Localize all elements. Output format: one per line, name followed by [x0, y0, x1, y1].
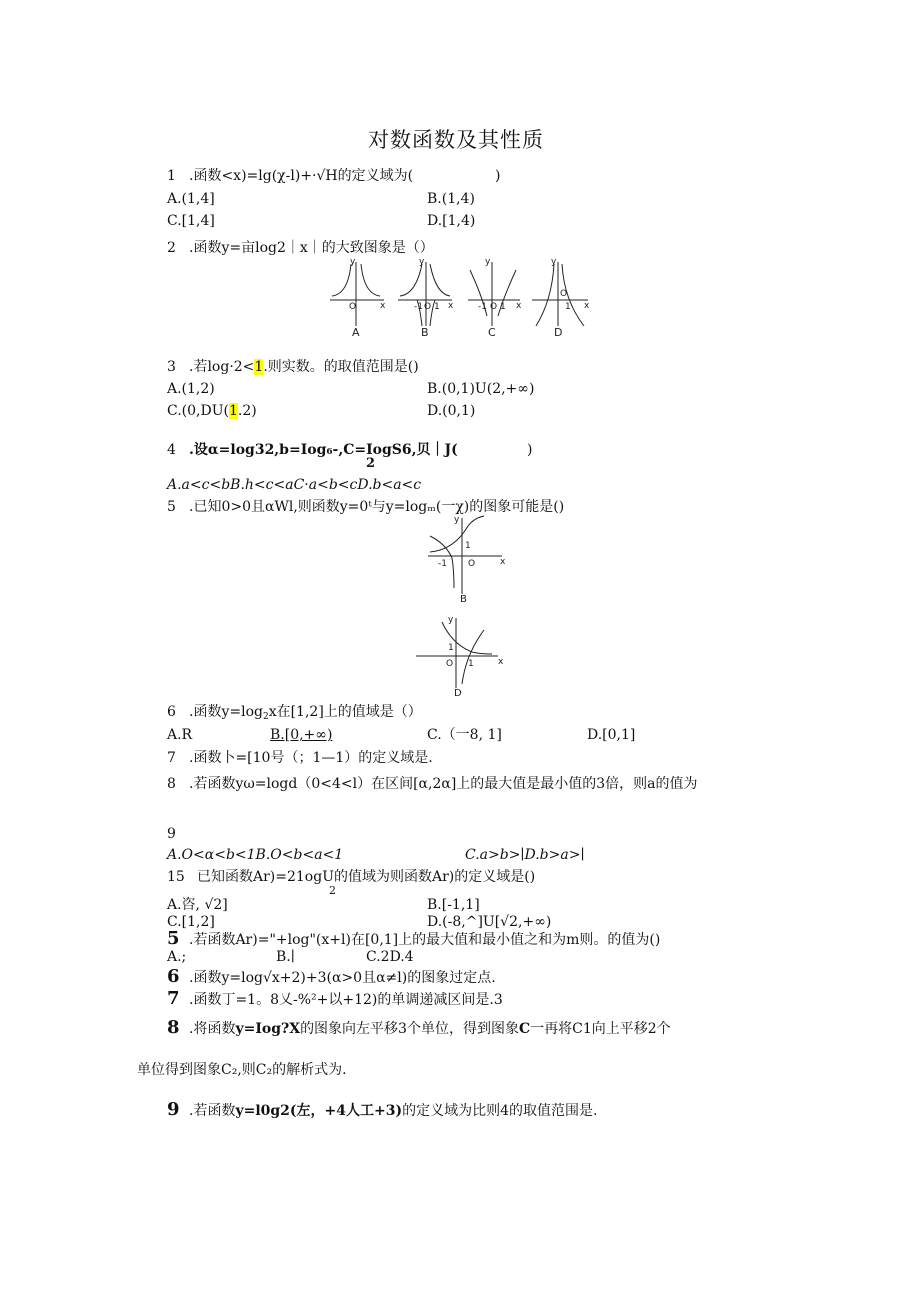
question-number: 6: [167, 966, 180, 987]
origin-label: O: [446, 659, 454, 669]
option-a: A.(1,4]: [167, 191, 215, 207]
question-text: .函数卜=[10号（；1—1）的定义域是.: [189, 750, 433, 766]
option-b: B.[0,+∞): [270, 727, 333, 743]
question-9-option-ab: A.O<α<b<1B.O<b<a<1: [167, 847, 344, 863]
origin-label: O: [560, 289, 568, 299]
highlighted-text: 1: [254, 359, 264, 375]
question-number: 5: [167, 928, 180, 949]
axis-label-y: y: [485, 257, 491, 267]
axis-label-y: y: [454, 515, 460, 525]
q5-graph-b: [424, 514, 508, 606]
graph-a: [330, 262, 384, 326]
highlighted-text: 1: [228, 403, 238, 419]
question-5b: [167, 930, 660, 949]
question-text: .若函数: [189, 1103, 236, 1119]
axis-label-x: x: [584, 301, 590, 311]
question-4-close: ): [527, 442, 533, 458]
origin-label: O: [349, 302, 357, 312]
question-8: [167, 775, 698, 793]
question-6b: [167, 968, 496, 987]
question-number: 1: [167, 168, 176, 184]
graph-b: [398, 262, 452, 326]
question-9-number: 9: [167, 826, 176, 842]
axis-label-y: y: [419, 257, 425, 267]
question-1: [167, 167, 413, 185]
graph-c: [468, 262, 520, 326]
question-text: 的定义域为比则4的取值范围是.: [402, 1103, 598, 1119]
question-text: .若函数yω=logd（0<4<l）在区间[α,2α]上的最大值是最小值的3倍，则a的值为: [189, 776, 698, 792]
axis-label-x: x: [498, 657, 504, 667]
tick-label: 1: [468, 659, 474, 669]
graph-label-a: A: [352, 326, 360, 339]
question-text: .若函数Ar)="+log"(x+l)在[0,1]上的最大值和最小值之和为m则。的值为(): [189, 932, 661, 948]
question-text: .将函数: [189, 1021, 236, 1037]
question-text: .函数丁=1。8乂-%²+以+12)的单调递减区间是.3: [189, 992, 503, 1008]
origin-label: O: [490, 302, 498, 312]
question-7b: [167, 990, 503, 1009]
question-number: 6: [167, 704, 176, 720]
fraction-denominator: 2: [329, 884, 336, 897]
question-number: 4: [167, 442, 176, 458]
question-text: x在[1,2]上的值域是（）: [268, 704, 422, 720]
question-number: 8: [167, 1017, 180, 1038]
question-text: .函数y=亩log2｜x｜的大致图象是（）: [189, 240, 434, 256]
question-text: .则实数。的取值范围是(): [263, 359, 419, 375]
question-number: 2: [167, 240, 176, 256]
question-number: 5: [167, 499, 176, 515]
question-4: [167, 441, 458, 459]
question-4-options: A.a<c<bB.h<c<aC·a<b<cD.b<a<c: [167, 477, 422, 493]
question-2: [167, 239, 434, 257]
option-a: A.R: [167, 727, 193, 743]
graph-label-d: D: [554, 326, 563, 339]
subscript: 2: [262, 712, 269, 722]
q5-graph-d: [412, 614, 506, 700]
axis-label-x: x: [500, 557, 506, 567]
tick-label: -1: [478, 302, 487, 312]
option-b: B.∣: [276, 949, 295, 965]
fraction-denominator: 2: [366, 456, 376, 471]
option-a: A.咨, √2]: [167, 897, 228, 913]
axis-label-x: x: [380, 301, 386, 311]
question-text: .函数y=log: [189, 704, 263, 720]
question-1-close: ): [495, 168, 501, 184]
question-text: .函数y=log√x+2)+3(α>0且α≠l)的图象过定点.: [189, 970, 496, 986]
option-d: D.[1,4): [427, 213, 476, 229]
question-text: 一再将C1向上平移2个: [530, 1021, 671, 1037]
question-number: 7: [167, 988, 180, 1009]
question-text-bold: C: [518, 1021, 531, 1037]
option-b: B.(0,1)U(2,+∞): [427, 381, 535, 397]
tick-label: 1: [500, 302, 506, 312]
question-number: 15: [167, 869, 185, 885]
option-a: A.(1,2): [167, 381, 215, 397]
origin-label: O: [424, 302, 432, 312]
option-cd: C.2D.4: [366, 949, 414, 965]
option-d: D.(0,1): [427, 403, 476, 419]
tick-label: 1: [565, 302, 571, 312]
q2-graphs: [322, 256, 597, 340]
graph-label-c: C: [488, 326, 496, 339]
question-7: [167, 749, 433, 767]
tick-label: -1: [438, 559, 447, 569]
question-8b: [167, 1019, 671, 1038]
option-c: C.[1,2]: [167, 914, 215, 930]
option-a: A.;: [167, 949, 187, 965]
option-d: D.(-8,^]U[√2,+∞): [427, 914, 552, 930]
axis-label-x: x: [448, 301, 454, 311]
page-title: 对数函数及其性质: [368, 128, 544, 152]
question-6: [167, 703, 422, 726]
option-c: C.[1,4]: [167, 213, 215, 229]
graph-label-b: B: [421, 326, 429, 339]
option-c: C.（一8, 1]: [427, 727, 502, 743]
option-text: C.(0,DU(: [167, 403, 229, 419]
axis-label-y: y: [448, 615, 454, 625]
option-text: .2): [237, 403, 257, 419]
question-text-bold: y=Iog?X: [235, 1021, 301, 1037]
question-text: 已知函数Ar)=21ogU的值域为则函数Ar)的定义域是(): [197, 869, 536, 885]
tick-label: 1: [448, 643, 454, 653]
question-text: .函数<x)=lg(χ-l)+·√H的定义域为(: [189, 168, 414, 184]
question-number: 9: [167, 1099, 180, 1120]
option-b: B.[-1,1]: [427, 897, 480, 913]
tick-label: 1: [434, 302, 440, 312]
question-number: 8: [167, 776, 176, 792]
question-text: .若log·2<: [189, 359, 255, 375]
question-text-bold: y=l0g2(左，+4人工+3): [235, 1103, 403, 1119]
axis-label-x: x: [516, 301, 522, 311]
question-8b-line2: 单位得到图象C₂,则C₂的解析式为.: [137, 1062, 347, 1078]
option-c: [167, 402, 257, 420]
tick-label: 1: [465, 541, 471, 551]
question-text: 的图象向左平移3个单位，得到图象: [300, 1021, 519, 1037]
option-d: D.[0,1]: [587, 727, 636, 743]
option-b: B.(1,4): [427, 191, 475, 207]
question-3: [167, 358, 419, 376]
origin-label: O: [468, 559, 476, 569]
question-number: 7: [167, 750, 176, 766]
graph-label-b: B: [460, 594, 467, 605]
question-9b: [167, 1101, 597, 1120]
question-text: .设α=log32,b=Iog₆-,C=IogS6,贝｜J(: [189, 442, 458, 458]
axis-label-y: y: [551, 257, 557, 267]
graph-label-d: D: [454, 688, 462, 699]
question-text: .已知0>0且αWl,则函数y=0ᵗ与y=logₘ(一χ)的图象可能是(): [189, 499, 565, 515]
question-number: 3: [167, 359, 176, 375]
question-9-option-cd: C.a>b>∣D.b>a>∣: [465, 847, 585, 863]
axis-label-y: y: [350, 257, 356, 267]
question-15: [167, 868, 535, 886]
tick-label: -1: [414, 302, 423, 312]
